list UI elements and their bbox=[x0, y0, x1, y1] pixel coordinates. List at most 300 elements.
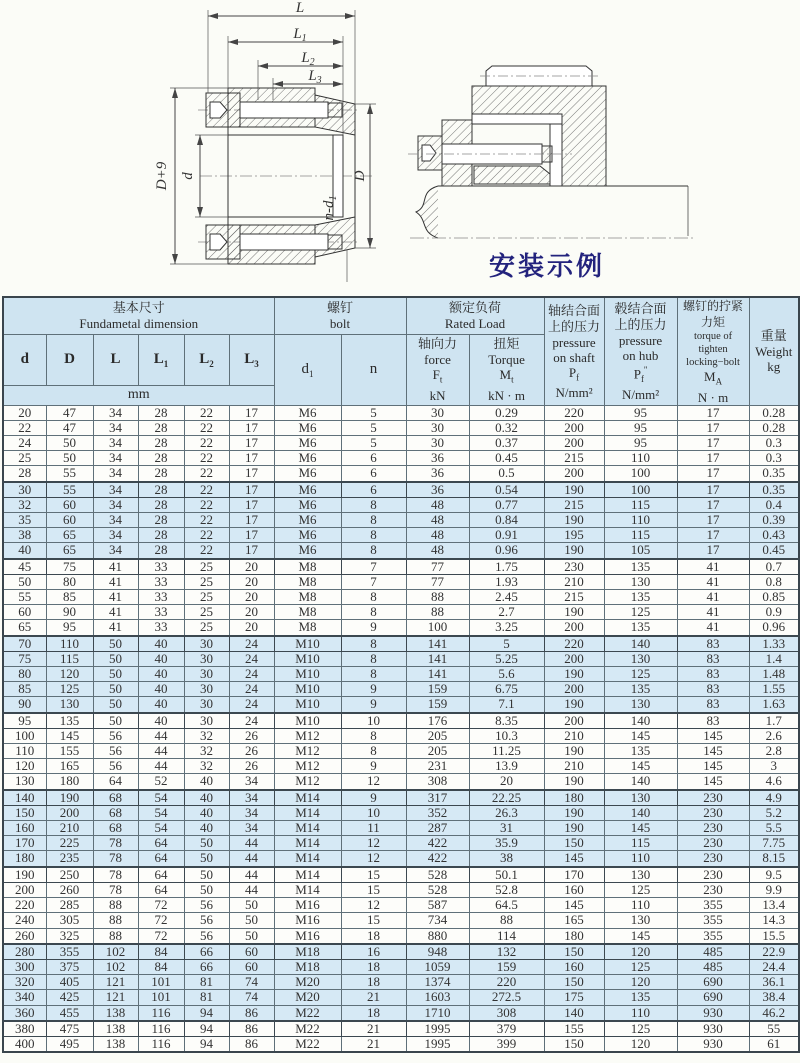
table-cell: M18 bbox=[274, 944, 341, 960]
table-cell: 31 bbox=[469, 821, 544, 836]
table-cell: 0.96 bbox=[469, 543, 544, 559]
table-cell: 50 bbox=[93, 697, 138, 713]
table-cell: 300 bbox=[3, 959, 46, 974]
table-cell: 1.48 bbox=[749, 667, 799, 682]
table-cell: 64 bbox=[138, 867, 184, 883]
table-row bbox=[3, 1036, 799, 1052]
table-cell: 379 bbox=[469, 1021, 544, 1037]
table-cell: 400 bbox=[3, 1036, 46, 1052]
table-cell: 20 bbox=[229, 590, 274, 605]
dimension-D bbox=[352, 104, 376, 248]
table-cell: 130 bbox=[604, 790, 677, 806]
table-cell: 145 bbox=[677, 728, 749, 743]
table-cell: 160 bbox=[544, 959, 604, 974]
assembly-cross-section-drawing bbox=[0, 0, 400, 296]
table-cell: 17 bbox=[229, 497, 274, 512]
table-row bbox=[3, 466, 799, 482]
table-cell: 9.5 bbox=[749, 867, 799, 883]
table-cell: 145 bbox=[604, 928, 677, 944]
table-cell: 215 bbox=[544, 590, 604, 605]
svg-text:L1: $L_1$ bbox=[293, 26, 307, 44]
table-cell: 17 bbox=[229, 436, 274, 451]
table-cell: 94 bbox=[184, 1036, 229, 1052]
table-cell: 155 bbox=[46, 744, 93, 759]
table-cell: 86 bbox=[229, 1036, 274, 1052]
table-cell: 50 bbox=[93, 682, 138, 697]
table-cell: 78 bbox=[93, 882, 138, 897]
table-cell: 24 bbox=[229, 667, 274, 682]
table-cell: 948 bbox=[406, 944, 469, 960]
table-cell: 56 bbox=[93, 744, 138, 759]
table-cell: 25 bbox=[184, 590, 229, 605]
table-cell: 145 bbox=[677, 759, 749, 774]
table-cell: 83 bbox=[677, 636, 749, 652]
table-cell: 33 bbox=[138, 605, 184, 620]
table-cell: 66 bbox=[184, 959, 229, 974]
table-cell: 231 bbox=[406, 759, 469, 774]
table-cell: 190 bbox=[544, 482, 604, 498]
table-cell: 54 bbox=[138, 821, 184, 836]
table-cell: 85 bbox=[46, 590, 93, 605]
table-cell: 8 bbox=[341, 497, 406, 512]
table-cell: 159 bbox=[406, 682, 469, 697]
table-cell: 0.4 bbox=[749, 497, 799, 512]
table-cell: 34 bbox=[229, 805, 274, 820]
table-row bbox=[3, 898, 799, 913]
table-row bbox=[3, 744, 799, 759]
table-cell: 130 bbox=[604, 574, 677, 589]
table-cell: 0.3 bbox=[749, 451, 799, 466]
table-cell: 20 bbox=[469, 774, 544, 790]
table-cell: 1.93 bbox=[469, 574, 544, 589]
table-cell: 260 bbox=[46, 882, 93, 897]
table-row bbox=[3, 559, 799, 575]
col-header-L1: $L_1$ bbox=[138, 334, 184, 385]
table-cell: 20 bbox=[3, 405, 46, 420]
table-cell: 0.84 bbox=[469, 513, 544, 528]
table-cell: 64 bbox=[138, 882, 184, 897]
table-cell: M16 bbox=[274, 928, 341, 944]
table-cell: M10 bbox=[274, 667, 341, 682]
table-cell: 20 bbox=[229, 559, 274, 575]
table-cell: 150 bbox=[544, 944, 604, 960]
table-cell: 13.9 bbox=[469, 759, 544, 774]
table-cell: 86 bbox=[229, 1021, 274, 1037]
table-cell: 36 bbox=[406, 466, 469, 482]
table-cell: 2.45 bbox=[469, 590, 544, 605]
table-cell: 145 bbox=[46, 728, 93, 743]
table-cell: 125 bbox=[604, 605, 677, 620]
table-cell: 930 bbox=[677, 1036, 749, 1052]
table-cell: 94 bbox=[184, 1021, 229, 1037]
table-cell: 145 bbox=[604, 728, 677, 743]
table-cell: 135 bbox=[604, 590, 677, 605]
table-cell: 64.5 bbox=[469, 898, 544, 913]
table-cell: 17 bbox=[229, 420, 274, 435]
table-cell: 38.4 bbox=[749, 990, 799, 1005]
table-cell: 15 bbox=[341, 867, 406, 883]
table-cell: 102 bbox=[93, 959, 138, 974]
table-row bbox=[3, 975, 799, 990]
table-cell: M10 bbox=[274, 697, 341, 713]
table-cell: 0.45 bbox=[749, 543, 799, 559]
table-cell: 10 bbox=[341, 805, 406, 820]
table-cell: 28 bbox=[138, 405, 184, 420]
table-cell: 50 bbox=[3, 574, 46, 589]
table-cell: 5 bbox=[341, 420, 406, 435]
table-cell: 77 bbox=[406, 574, 469, 589]
table-cell: 140 bbox=[604, 774, 677, 790]
table-cell: 140 bbox=[604, 713, 677, 729]
table-cell: 61 bbox=[749, 1036, 799, 1052]
table-cell: 35.9 bbox=[469, 836, 544, 851]
table-cell: M6 bbox=[274, 420, 341, 435]
table-cell: 230 bbox=[677, 821, 749, 836]
table-cell: 528 bbox=[406, 867, 469, 883]
table-cell: 28 bbox=[138, 543, 184, 559]
table-cell: 74 bbox=[229, 975, 274, 990]
table-cell: 114 bbox=[469, 928, 544, 944]
table-cell: 18 bbox=[341, 959, 406, 974]
table-cell: 1.7 bbox=[749, 713, 799, 729]
table-cell: 24.4 bbox=[749, 959, 799, 974]
table-cell: 17 bbox=[229, 482, 274, 498]
table-cell: 190 bbox=[544, 667, 604, 682]
table-cell: 355 bbox=[677, 898, 749, 913]
table-cell: 285 bbox=[46, 898, 93, 913]
table-cell: 125 bbox=[604, 667, 677, 682]
table-cell: 130 bbox=[604, 651, 677, 666]
table-cell: 130 bbox=[604, 913, 677, 928]
table-cell: 36 bbox=[406, 482, 469, 498]
table-cell: 41 bbox=[93, 590, 138, 605]
table-cell: 56 bbox=[93, 759, 138, 774]
table-cell: 1.4 bbox=[749, 651, 799, 666]
table-cell: 141 bbox=[406, 636, 469, 652]
table-cell: M22 bbox=[274, 1036, 341, 1052]
table-cell: 230 bbox=[544, 559, 604, 575]
table-body bbox=[3, 405, 799, 1052]
table-cell: 8 bbox=[341, 513, 406, 528]
table-cell: 28 bbox=[138, 436, 184, 451]
table-cell: 100 bbox=[604, 466, 677, 482]
table-cell: 340 bbox=[3, 990, 46, 1005]
table-cell: 24 bbox=[3, 436, 46, 451]
table-cell: 150 bbox=[544, 1036, 604, 1052]
table-cell: M16 bbox=[274, 913, 341, 928]
table-cell: 44 bbox=[229, 851, 274, 867]
table-cell: 17 bbox=[677, 482, 749, 498]
table-header bbox=[3, 297, 799, 405]
table-row bbox=[3, 928, 799, 944]
table-cell: 56 bbox=[93, 728, 138, 743]
table-cell: 210 bbox=[544, 759, 604, 774]
table-cell: 26.3 bbox=[469, 805, 544, 820]
table-cell: 125 bbox=[46, 682, 93, 697]
table-cell: 48 bbox=[406, 528, 469, 543]
table-cell: 287 bbox=[406, 821, 469, 836]
table-cell: 734 bbox=[406, 913, 469, 928]
table-cell: 110 bbox=[604, 1005, 677, 1021]
table-cell: 5 bbox=[341, 405, 406, 420]
table-cell: M6 bbox=[274, 405, 341, 420]
table-cell: 0.8 bbox=[749, 574, 799, 589]
table-cell: 100 bbox=[406, 620, 469, 636]
table-cell: 44 bbox=[229, 836, 274, 851]
table-cell: 21 bbox=[341, 990, 406, 1005]
table-cell: M14 bbox=[274, 882, 341, 897]
table-cell: 5.5 bbox=[749, 821, 799, 836]
table-cell: 110 bbox=[604, 451, 677, 466]
drawing-area bbox=[0, 0, 800, 296]
table-cell: 1.33 bbox=[749, 636, 799, 652]
table-cell: 880 bbox=[406, 928, 469, 944]
table-cell: 422 bbox=[406, 836, 469, 851]
table-cell: 0.9 bbox=[749, 605, 799, 620]
table-cell: 36 bbox=[406, 451, 469, 466]
table-cell: 35 bbox=[3, 513, 46, 528]
table-cell: 33 bbox=[138, 574, 184, 589]
table-cell: 12 bbox=[341, 774, 406, 790]
table-cell: 225 bbox=[46, 836, 93, 851]
table-cell: 34 bbox=[93, 466, 138, 482]
table-cell: 160 bbox=[3, 821, 46, 836]
svg-text:D+9: D+9 bbox=[154, 161, 170, 191]
table-cell: 190 bbox=[544, 543, 604, 559]
table-cell: 141 bbox=[406, 651, 469, 666]
table-cell: 360 bbox=[3, 1005, 46, 1021]
table-cell: 210 bbox=[46, 821, 93, 836]
table-cell: 8 bbox=[341, 543, 406, 559]
table-cell: 44 bbox=[138, 728, 184, 743]
table-cell: 72 bbox=[138, 913, 184, 928]
table-cell: 13.4 bbox=[749, 898, 799, 913]
dimension-table bbox=[2, 296, 800, 1053]
table-cell: 34 bbox=[229, 774, 274, 790]
table-cell: 24 bbox=[229, 636, 274, 652]
table-cell: 22.9 bbox=[749, 944, 799, 960]
table-cell: 34 bbox=[93, 528, 138, 543]
table-cell: 230 bbox=[677, 882, 749, 897]
table-cell: 5 bbox=[469, 636, 544, 652]
table-cell: 485 bbox=[677, 959, 749, 974]
table-cell: 50 bbox=[93, 651, 138, 666]
table-cell: 100 bbox=[3, 728, 46, 743]
table-cell: 455 bbox=[46, 1005, 93, 1021]
table-cell: 200 bbox=[544, 620, 604, 636]
table-cell: 170 bbox=[544, 867, 604, 883]
table-cell: 54 bbox=[138, 805, 184, 820]
table-cell: 65 bbox=[3, 620, 46, 636]
table-cell: 135 bbox=[46, 713, 93, 729]
table-cell: 41 bbox=[677, 559, 749, 575]
table-cell: 40 bbox=[3, 543, 46, 559]
table-cell: 65 bbox=[46, 543, 93, 559]
table-row bbox=[3, 590, 799, 605]
table-row bbox=[3, 990, 799, 1005]
table-cell: 102 bbox=[93, 944, 138, 960]
table-cell: 30 bbox=[184, 682, 229, 697]
table-cell: 375 bbox=[46, 959, 93, 974]
table-cell: 41 bbox=[93, 574, 138, 589]
table-cell: 930 bbox=[677, 1005, 749, 1021]
table-cell: 50 bbox=[93, 667, 138, 682]
table-cell: 26 bbox=[229, 744, 274, 759]
table-cell: M12 bbox=[274, 759, 341, 774]
table-cell: 48 bbox=[406, 497, 469, 512]
table-cell: 55 bbox=[3, 590, 46, 605]
table-row bbox=[3, 667, 799, 682]
table-cell: 0.54 bbox=[469, 482, 544, 498]
table-cell: 1995 bbox=[406, 1036, 469, 1052]
table-cell: 115 bbox=[604, 497, 677, 512]
table-cell: 132 bbox=[469, 944, 544, 960]
col-header-L2: $L_2$ bbox=[184, 334, 229, 385]
table-cell: 1995 bbox=[406, 1021, 469, 1037]
table-cell: 75 bbox=[3, 651, 46, 666]
table-cell: 50.1 bbox=[469, 867, 544, 883]
svg-text:L3: $L_3$ bbox=[308, 68, 322, 86]
table-cell: 17 bbox=[229, 451, 274, 466]
table-row bbox=[3, 774, 799, 790]
table-cell: 150 bbox=[3, 805, 46, 820]
table-cell: 120 bbox=[46, 667, 93, 682]
table-cell: 230 bbox=[677, 851, 749, 867]
table-cell: 101 bbox=[138, 975, 184, 990]
table-row bbox=[3, 436, 799, 451]
table-cell: 115 bbox=[604, 528, 677, 543]
table-cell: 9 bbox=[341, 790, 406, 806]
header-tighten-torque: 螺钉的拧紧 力矩 torque of tighten locking−bolt $M_A$ N · m bbox=[677, 297, 749, 405]
table-cell: 15 bbox=[341, 913, 406, 928]
table-cell: 50 bbox=[46, 451, 93, 466]
table-cell: 1.75 bbox=[469, 559, 544, 575]
table-cell: 90 bbox=[46, 605, 93, 620]
table-cell: 48 bbox=[406, 513, 469, 528]
table-cell: 140 bbox=[604, 805, 677, 820]
installation-example-caption: 安装示例 bbox=[488, 252, 605, 281]
header-weight: 重量 Weight kg bbox=[749, 297, 799, 405]
table-cell: 83 bbox=[677, 651, 749, 666]
table-cell: 190 bbox=[544, 605, 604, 620]
table-cell: 95 bbox=[3, 713, 46, 729]
table-cell: 355 bbox=[677, 928, 749, 944]
table-cell: 30 bbox=[184, 667, 229, 682]
table-cell: 190 bbox=[544, 697, 604, 713]
table-cell: 138 bbox=[93, 1005, 138, 1021]
table-cell: 17 bbox=[677, 420, 749, 435]
table-row bbox=[3, 759, 799, 774]
col-header-axial-force: 轴向力 force $F_t$ kN bbox=[406, 334, 469, 405]
col-header-L3: $L_3$ bbox=[229, 334, 274, 385]
table-cell: 45 bbox=[3, 559, 46, 575]
table-cell: 8 bbox=[341, 651, 406, 666]
table-cell: 95 bbox=[604, 420, 677, 435]
table-cell: 8 bbox=[341, 528, 406, 543]
table-cell: 155 bbox=[544, 1021, 604, 1037]
table-cell: 272.5 bbox=[469, 990, 544, 1005]
table-cell: 88 bbox=[93, 898, 138, 913]
table-cell: 495 bbox=[46, 1036, 93, 1052]
table-cell: 22 bbox=[184, 513, 229, 528]
table-cell: 355 bbox=[46, 944, 93, 960]
table-cell: 32 bbox=[3, 497, 46, 512]
table-cell: 28 bbox=[138, 420, 184, 435]
table-cell: 140 bbox=[544, 1005, 604, 1021]
table-cell: 70 bbox=[3, 636, 46, 652]
table-cell: 34 bbox=[93, 497, 138, 512]
table-cell: 5.25 bbox=[469, 651, 544, 666]
table-row bbox=[3, 851, 799, 867]
table-cell: 64 bbox=[138, 836, 184, 851]
svg-text:L2: $L_2$ bbox=[301, 50, 315, 68]
table-cell: 190 bbox=[544, 821, 604, 836]
table-cell: 17 bbox=[677, 466, 749, 482]
table-cell: 125 bbox=[604, 959, 677, 974]
table-cell: 25 bbox=[184, 605, 229, 620]
table-cell: 6 bbox=[341, 482, 406, 498]
table-cell: 9 bbox=[341, 682, 406, 697]
table-cell: 50 bbox=[46, 436, 93, 451]
table-cell: 22 bbox=[3, 420, 46, 435]
table-cell: 305 bbox=[46, 913, 93, 928]
table-cell: 78 bbox=[93, 836, 138, 851]
table-cell: 44 bbox=[138, 744, 184, 759]
table-cell: 0.45 bbox=[469, 451, 544, 466]
table-cell: 68 bbox=[93, 790, 138, 806]
table-cell: 200 bbox=[3, 882, 46, 897]
table-cell: 125 bbox=[604, 1021, 677, 1037]
table-cell: 55 bbox=[46, 482, 93, 498]
table-cell: 115 bbox=[604, 836, 677, 851]
table-cell: M14 bbox=[274, 821, 341, 836]
table-row bbox=[3, 867, 799, 883]
table-cell: 83 bbox=[677, 667, 749, 682]
table-cell: 10.3 bbox=[469, 728, 544, 743]
table-cell: 11.25 bbox=[469, 744, 544, 759]
table-cell: 30 bbox=[184, 697, 229, 713]
table-cell: 40 bbox=[184, 821, 229, 836]
table-cell: 28 bbox=[138, 497, 184, 512]
col-header-d1: $d_1$ bbox=[274, 334, 341, 405]
table-cell: 15 bbox=[341, 882, 406, 897]
table-cell: 220 bbox=[544, 636, 604, 652]
table-cell: 32 bbox=[184, 744, 229, 759]
table-cell: 7 bbox=[341, 574, 406, 589]
table-cell: 159 bbox=[406, 697, 469, 713]
table-cell: 399 bbox=[469, 1036, 544, 1052]
table-cell: 50 bbox=[93, 636, 138, 652]
table-cell: 40 bbox=[138, 682, 184, 697]
table-cell: 34 bbox=[93, 513, 138, 528]
table-cell: 260 bbox=[3, 928, 46, 944]
table-cell: 40 bbox=[138, 651, 184, 666]
table-cell: 84 bbox=[138, 944, 184, 960]
table-row bbox=[3, 543, 799, 559]
table-cell: 690 bbox=[677, 975, 749, 990]
installation-example-drawing bbox=[400, 50, 700, 265]
table-cell: 12 bbox=[341, 898, 406, 913]
table-cell: 352 bbox=[406, 805, 469, 820]
table-cell: 56 bbox=[184, 928, 229, 944]
table-cell: 20 bbox=[229, 620, 274, 636]
table-cell: 40 bbox=[138, 697, 184, 713]
table-cell: 41 bbox=[93, 605, 138, 620]
table-cell: 38 bbox=[3, 528, 46, 543]
table-cell: 11 bbox=[341, 821, 406, 836]
table-cell: 56 bbox=[184, 898, 229, 913]
table-cell: 34 bbox=[93, 405, 138, 420]
